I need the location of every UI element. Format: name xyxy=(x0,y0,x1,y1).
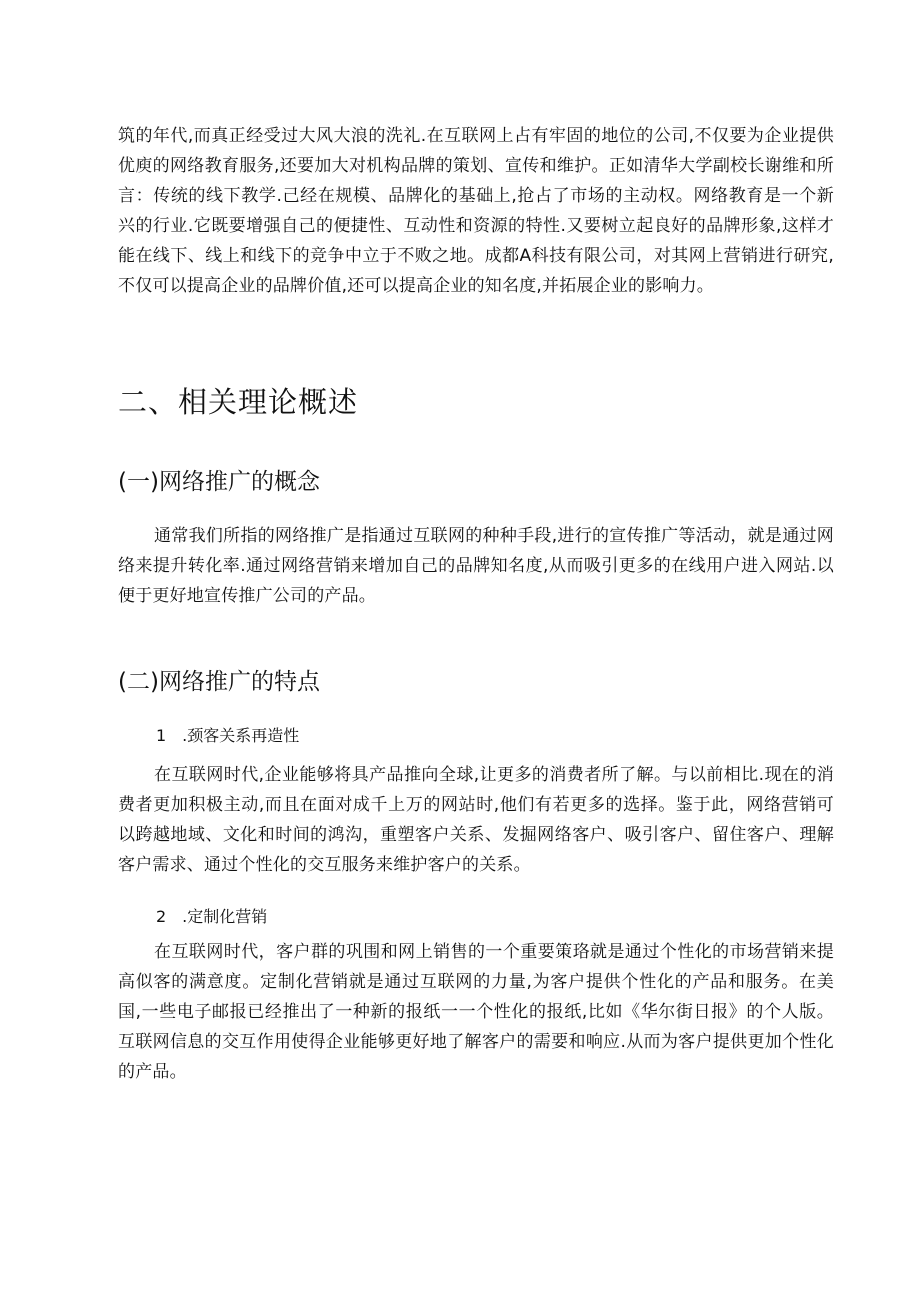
section1-title: (一)网络推广的概念 xyxy=(118,469,320,495)
section1-heading-block xyxy=(118,465,834,499)
section1-paragraph-block xyxy=(118,521,834,611)
chapter-heading-block xyxy=(118,382,834,422)
section2-title: (二)网络推广的特点 xyxy=(118,669,320,695)
item1-title: 1 .颈客关系再造性 xyxy=(156,726,300,745)
item2-title: 2 .定制化营销 xyxy=(156,907,268,926)
section1-paragraph: 通常我们所指的网络推广是指通过互联网的种种手段,进行的宣传推广等活动，就是通过网络来提升转化率.通过网络营销来增加自己的品牌知名度,从而吸引更多的在线用户进入网站.以便于更好地宣传推广公司的产品。 xyxy=(118,526,834,606)
section2-item2-title-block xyxy=(118,903,834,931)
chapter-title: 二、相关理论概述 xyxy=(118,385,359,419)
item1-paragraph: 在互联网时代,企业能够将具产品推向全球,让更多的消费者所了解。与以前相比.现在的消费者更加积极主动,而且在面对成千上万的网站时,他们有若更多的选择。鉴于此，网络营销可以跨越地域、文化和时间的鸿沟，重塑客户关系、发掘网络客户、吸引客户、留住客户、理解客户需求、通过个性化的交互服务来维护客户的关系。 xyxy=(118,765,834,875)
section2-heading-block xyxy=(118,665,834,699)
section2-item2-paragraph-block xyxy=(118,937,834,1087)
section2-item1-paragraph-block xyxy=(118,760,834,880)
continuation-paragraph-block xyxy=(118,121,834,301)
item2-paragraph: 在互联网时代，客户群的巩围和网上销售的一个重要策珞就是通过个性化的市场营销来提高似客的满意度。定制化营销就是通过互联网的力量,为客户提供个性化的产品和服务。在美国,一些电子邮报已经推出了一种新的报纸一一个性化的报纸,比如《华尔街日报》的个人版。互联网信息的交互作用使得企业能够更好地了解客户的需要和响应.从而为客户提供更加个性化的产品。 xyxy=(118,942,834,1082)
section2-item1-title-block xyxy=(118,722,834,750)
continuation-paragraph: 筑的年代,而真正经受过大风大浪的洗礼.在互联网上占有牢固的地位的公司,不仅要为企业提供优庾的网络教育服务,还要加大对机构品牌的策划、宣传和维护。正如清华大学副校长谢维和所言：传统的线下教学.己经在规模、品牌化的基础上,抢占了市场的主动权。网络教育是一个新兴的行业.它既要增强自己的便捷性、互动性和资源的特性.又要树立起良好的品牌形象,这样才能在线下、线上和线下的竞争中立于不败之地。成都A科技有限公司，对其网上营销进行研究,不仅可以提高企业的品牌价值,还可以提高企业的知名度,并拓展企业的影响力。 xyxy=(118,126,834,296)
